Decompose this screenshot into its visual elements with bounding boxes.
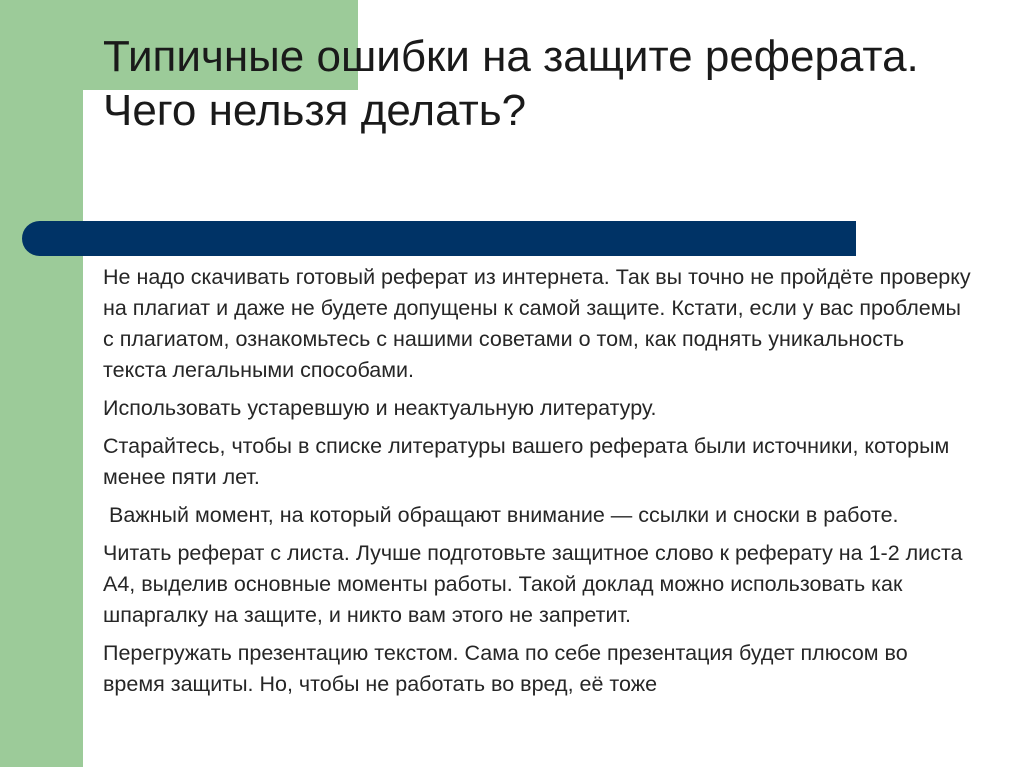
title-divider-bar	[22, 221, 856, 256]
paragraph-recent-sources: Старайтесь, чтобы в списке литературы вашего реферата были источники, которым менее пяти лет.	[103, 434, 950, 489]
paragraph-outdated-literature: Использовать устаревшую и неактуальную литературу.	[103, 396, 657, 420]
slide-body	[103, 262, 973, 707]
slide-title: Типичные ошибки на защите реферата. Чего нельзя делать?	[103, 32, 919, 135]
paragraph-reading-from-sheet: Читать реферат с листа. Лучше подготовьте защитное слово к реферату на 1-2 листа А4, выделив основные моменты работы. Такой доклад можно использовать как шпаргалку на защите, и никто вам этого не запретит.	[103, 541, 963, 627]
paragraph-references: Важный момент, на который обращают внимание — ссылки и сноски в работе.	[103, 503, 899, 527]
paragraph-plagiarism: Не надо скачивать готовый реферат из интернета. Так вы точно не пройдёте проверку на плагиат и даже не будете допущены к самой защите. Кстати, если у вас проблемы с плагиатом, ознакомьтесь с нашими советами о том, как поднять уникальность текста легальными способами.	[103, 265, 971, 382]
green-side-band	[0, 0, 83, 767]
paragraph-presentation-overload: Перегружать презентацию текстом. Сама по себе презентация будет плюсом во время защиты. Но, чтобы не работать во вред, её тоже	[103, 641, 908, 696]
